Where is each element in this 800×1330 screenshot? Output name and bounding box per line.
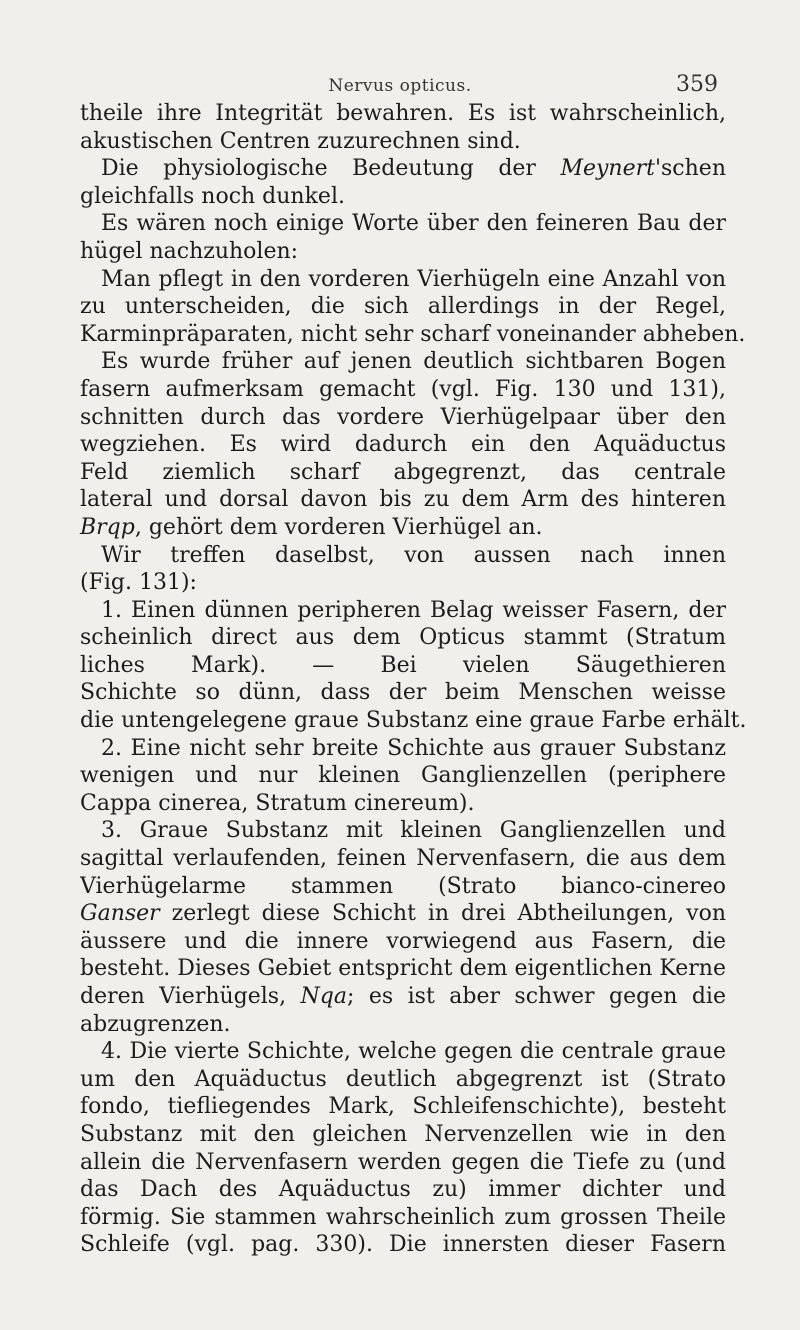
text-line: wenigen und nur kleinen Ganglienzellen (periphere bbox=[80, 763, 726, 789]
text-line: 2. Eine nicht sehr breite Schichte aus grauer Substanz bbox=[101, 735, 726, 761]
body-text bbox=[80, 100, 747, 1259]
text-segment: ; es ist aber schwer gegen die bbox=[347, 984, 726, 1009]
text-line bbox=[80, 900, 726, 928]
text-line: Man pflegt in den vorderen Vierhügeln eine Anzahl von bbox=[101, 266, 726, 292]
italic-name: Nqa bbox=[300, 984, 347, 1009]
text-line: 4. Die vierte Schichte, welche gegen die centrale graue bbox=[101, 1039, 726, 1065]
text-line: schnitten durch das vordere Vierhügelpaar über den bbox=[80, 404, 726, 430]
italic-name: Ganser bbox=[80, 901, 160, 927]
running-title: Nervus opticus. bbox=[328, 76, 472, 96]
running-head bbox=[0, 70, 800, 100]
text-segment: Die physiologische Bedeutung der bbox=[101, 156, 561, 182]
text-segment: deren Vierhügels, bbox=[80, 984, 301, 1009]
text-line bbox=[80, 155, 726, 183]
text-segment: Vierhügelarme stammen (Strato bianco-cinereo bbox=[80, 873, 726, 899]
italic-name: Meynert bbox=[560, 156, 655, 182]
text-segment: zerlegt diese Schicht in drei Abtheilungen, von bbox=[171, 901, 726, 927]
text-line: die untengelegene graue Substanz eine graue Farbe erhält. bbox=[80, 708, 747, 734]
text-line: gleichfalls noch dunkel. bbox=[80, 183, 345, 209]
text-line: sagittal verlaufenden, feinen Nervenfasern, die aus dem bbox=[80, 846, 726, 872]
text-line: (Fig. 131): bbox=[80, 570, 197, 596]
text-line: hügel nachzuholen: bbox=[80, 238, 299, 264]
text-line: lateral und dorsal davon bis zu dem Arm des hinteren bbox=[80, 487, 726, 513]
text-line: Schichte so dünn, dass der beim Menschen weisse bbox=[80, 680, 726, 706]
text-segment: , gehört dem vorderen Vierhügel an. bbox=[134, 514, 543, 540]
text-segment: 'schen bbox=[654, 156, 726, 182]
italic-name: Brqp bbox=[80, 514, 135, 540]
text-line: theile ihre Integrität bewahren. Es ist wahrscheinlich, bbox=[80, 101, 726, 126]
page-number: 359 bbox=[676, 72, 718, 97]
text-line: fondo, tiefliegendes Mark, Schleifenschichte), besteht bbox=[80, 1094, 726, 1120]
text-line: um den Aquäductus deutlich abgegrenzt ist (Strato bbox=[80, 1066, 726, 1092]
text-line: wegziehen. Es wird dadurch ein den Aquäductus bbox=[80, 432, 726, 458]
text-line: Wir treffen daselbst, von aussen nach innen bbox=[101, 542, 726, 568]
text-line: Karminpräparaten, nicht sehr scharf voneinander abheben. bbox=[80, 321, 746, 347]
text-line: das Dach des Aquäductus zu) immer dichter und bbox=[80, 1177, 726, 1203]
text-line bbox=[80, 983, 726, 1011]
text-line: 3. Graue Substanz mit kleinen Ganglienzellen und bbox=[101, 818, 726, 844]
text-line: zu unterscheiden, die sich allerdings in der Regel, bbox=[80, 294, 726, 320]
text-line: förmig. Sie stammen wahrscheinlich zum grossen Theile bbox=[80, 1204, 726, 1230]
text-line: scheinlich direct aus dem Opticus stammt (Stratum bbox=[80, 625, 726, 651]
text-line bbox=[80, 514, 726, 542]
text-line: akustischen Centren zuzurechnen sind. bbox=[80, 128, 521, 154]
text-line: äussere und die innere vorwiegend aus Fasern, die bbox=[80, 928, 726, 954]
text-line: Es wären noch einige Worte über den feineren Bau der bbox=[101, 211, 726, 237]
text-line: besteht. Dieses Gebiet entspricht dem eigentlichen Kerne bbox=[80, 956, 726, 982]
text-line: abzugrenzen. bbox=[80, 1011, 231, 1037]
text-line: liches Mark). — Bei vielen Säugethieren bbox=[80, 652, 726, 678]
text-line: fasern aufmerksam gemacht (vgl. Fig. 130 und 131), bbox=[80, 376, 726, 402]
text-line: Es wurde früher auf jenen deutlich sichtbaren Bogen bbox=[101, 349, 726, 375]
text-line: Substanz mit den gleichen Nervenzellen wie in den bbox=[80, 1121, 726, 1147]
text-line: 1. Einen dünnen peripheren Belag weisser Fasern, der bbox=[101, 597, 726, 623]
text-line: allein die Nervenfasern werden gegen die Tiefe zu (und bbox=[80, 1149, 726, 1175]
text-line bbox=[80, 873, 726, 901]
text-line: Schleife (vgl. pag. 330). Die innersten dieser Fasern bbox=[80, 1232, 726, 1258]
text-line: Feld ziemlich scharf abgegrenzt, das centrale bbox=[80, 459, 726, 485]
text-line: Cappa cinerea, Stratum cinereum). bbox=[80, 790, 475, 816]
